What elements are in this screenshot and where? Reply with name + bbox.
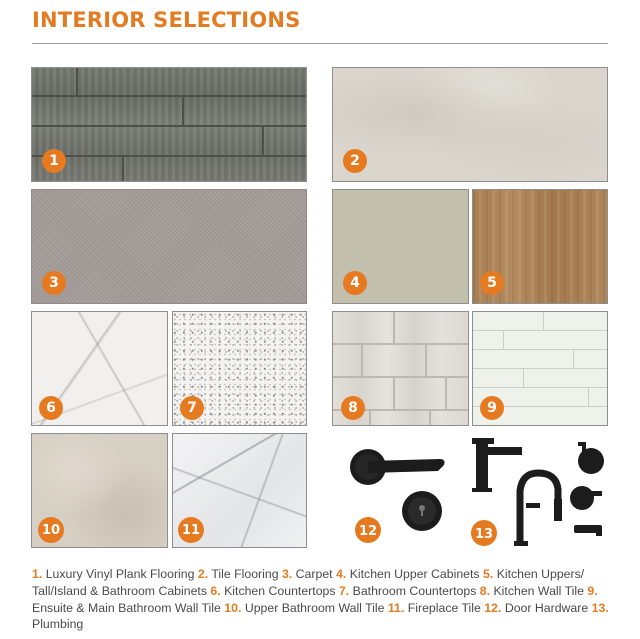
legend-label: Plumbing [32,617,84,632]
tile-joint [369,411,371,426]
swatch-luxury-vinyl-plank [31,67,307,182]
swatch-number-badge: 11 [178,517,204,543]
swatch-upper-bathroom-wall-tile [31,433,168,548]
swatch-kitchen-wall-tile [332,311,469,426]
bathroom-faucet-icon [472,438,522,492]
legend-label: Kitchen Uppers/ Tall/Island & Bathroom Cabinets [32,567,585,598]
legend-label: Door Hardware [504,600,589,615]
legend-label: Tile Flooring [211,567,279,581]
plank-seam [262,126,264,155]
tile-joint [393,312,395,343]
swatch-number-badge: 4 [343,271,367,295]
tile-joint [393,378,395,409]
plank-seam [76,68,78,96]
legend-label: Upper Bathroom Wall Tile [244,600,385,615]
legend-label: Bathroom Countertops [352,583,477,598]
shower-valve-icon [570,486,602,510]
legend-number: 8 [479,583,487,598]
swatch-number-badge: 1 [42,149,66,173]
legend-number: 3 [281,567,289,581]
swatch-kitchen-countertops [31,311,168,426]
tile-joint [573,350,574,368]
tile-joint [361,345,363,376]
door-hardware-image [332,433,452,548]
legend-number: 6 [210,583,218,598]
page-title: INTERIOR SELECTIONS [32,8,301,32]
tub-spout-icon [574,525,602,536]
swatch-fireplace-tile [172,433,307,548]
legend-label: Fireplace Tile [407,600,481,615]
tile-joint [429,411,431,426]
title-divider [32,43,608,44]
tile-joint [425,345,427,376]
swatch-carpet [31,189,307,304]
tile-joint [543,312,544,330]
legend-label: Kitchen Countertops [224,583,336,598]
tile-joint [523,369,524,387]
swatch-number-badge: 9 [480,396,504,420]
badge-label: 12 [358,524,378,539]
legend-label: Carpet [295,567,333,581]
tile-joint [503,331,504,349]
legend-number: 13 [591,600,606,615]
shower-head-icon [578,442,604,474]
plank-seam [182,97,184,125]
swatch-number-badge: 10 [38,517,64,543]
swatch-number-badge: 5 [480,271,504,295]
swatch-tile-flooring [332,67,608,182]
legend-number: 4 [336,567,343,581]
tile-joint [588,388,589,406]
legend-caption: 1. Luxury Vinyl Plank Flooring 2. Tile Flooring 3. Carpet 4. Kitchen Upper Cabinets 5. Kitchen Uppers/ Tall/Island & Bathroom Cabinets 6. Kitchen Countertops 7. Bathroom Countertops 8. Kitchen Wall Tile 9. Ensuite & Main Bathroom Wall Tile 10. Upper Bathroom Wall Tile 11. Fireplace Tile 12. Door Hardware 13. Plumbing [32,567,609,632]
swatch-number-badge: 3 [42,271,66,295]
legend-number: 2 [197,567,205,581]
plumbing-image [460,433,620,548]
door-lever-icon [350,449,445,485]
badge-label: 13 [474,527,494,542]
kitchen-faucet-icon [514,473,562,546]
swatch-kitchen-upper-cabinets [332,189,469,304]
swatch-bathroom-countertops [172,311,307,426]
tile-joint [445,378,447,409]
swatch-number-badge: 7 [180,396,204,420]
legend-number: 7 [338,583,346,598]
swatch-number-badge: 2 [343,149,367,173]
legend-number: 9 [587,583,595,598]
legend-label: Kitchen Wall Tile [493,583,584,598]
legend-number: 11 [387,600,401,615]
legend-number: 10 [224,600,238,615]
legend-label: Ensuite & Main Bathroom Wall Tile [32,600,221,615]
swatch-number-badge: 6 [39,396,63,420]
swatch-number-badge: 8 [341,396,365,420]
plank-seam [122,157,124,182]
swatch-kitchen-uppers-bathroom-cabinets [472,189,608,304]
legend-label: Kitchen Upper Cabinets [349,567,480,581]
legend-number: 12 [484,600,498,615]
swatch-ensuite-main-bathroom-wall-tile [472,311,608,426]
legend-number: 1 [32,567,39,581]
legend-number: 5 [483,567,490,581]
deadbolt-icon [402,491,442,531]
legend-label: Luxury Vinyl Plank Flooring [45,567,195,581]
